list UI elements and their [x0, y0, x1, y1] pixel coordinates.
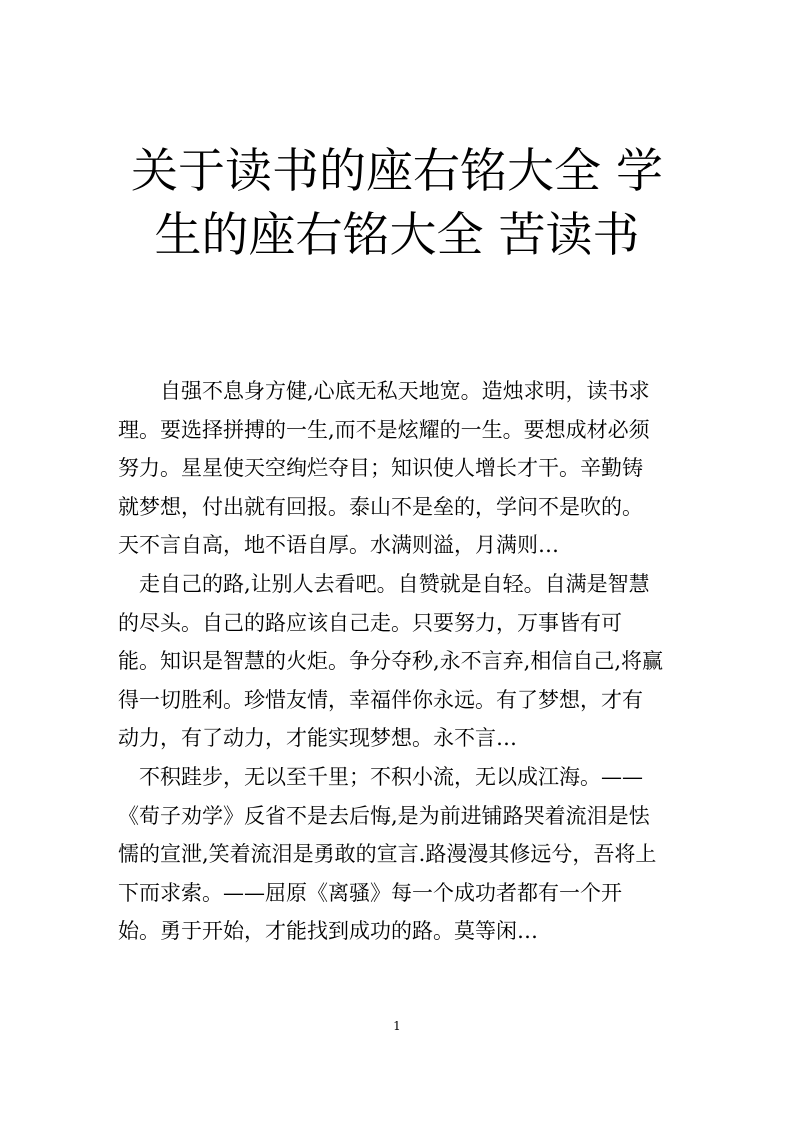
body-line: 能。知识是智慧的火炬。争分夺秒,永不言弃,相信自己,将赢 [118, 649, 664, 674]
body-line: 动力，有了动力，才能实现梦想。永不言… [118, 726, 517, 751]
body-line: 《荀子劝学》反省不是去后悔,是为前进铺路哭着流泪是怯 [118, 803, 650, 828]
body-line: 就梦想，付出就有回报。泰山不是垒的，学问不是吹的。 [118, 494, 643, 519]
body-line: 走自己的路,让别人去看吧。自赞就是自轻。自满是智慧 [118, 571, 650, 596]
body-line: 天不言自高，地不语自厚。水满则溢，月满则… [118, 533, 559, 558]
body-line: 努力。星星使天空绚烂夺目；知识使人增长才干。辛勤铸 [118, 456, 643, 481]
document-title [100, 140, 694, 268]
document-body [118, 372, 678, 951]
body-line: 不积跬步，无以至千里；不积小流，无以成江海。—— [118, 764, 643, 789]
body-line: 得一切胜利。珍惜友情，幸福伴你永远。有了梦想，才有 [118, 687, 643, 712]
body-line: 的尽头。自己的路应该自己走。只要努力，万事皆有可 [118, 610, 622, 635]
body-line: 自强不息身方健,心底无私天地宽。造烛求明，读书求 [118, 379, 650, 403]
body-line: 始。勇于开始，才能找到成功的路。莫等闲… [118, 919, 538, 944]
page-number: 1 [393, 1019, 401, 1033]
body-line: 懦的宣泄,笑着流泪是勇敢的宣言.路漫漫其修远兮，吾将上 [118, 842, 657, 867]
title-line-2: 生的座右铭大全 苦读书 [154, 208, 640, 263]
body-line: 理。要选择拼搏的一生,而不是炫耀的一生。要想成材必须 [118, 417, 650, 442]
body-line: 下而求索。——屈原《离骚》每一个成功者都有一个开 [118, 880, 622, 905]
title-line-1: 关于读书的座右铭大全 学 [131, 144, 663, 199]
